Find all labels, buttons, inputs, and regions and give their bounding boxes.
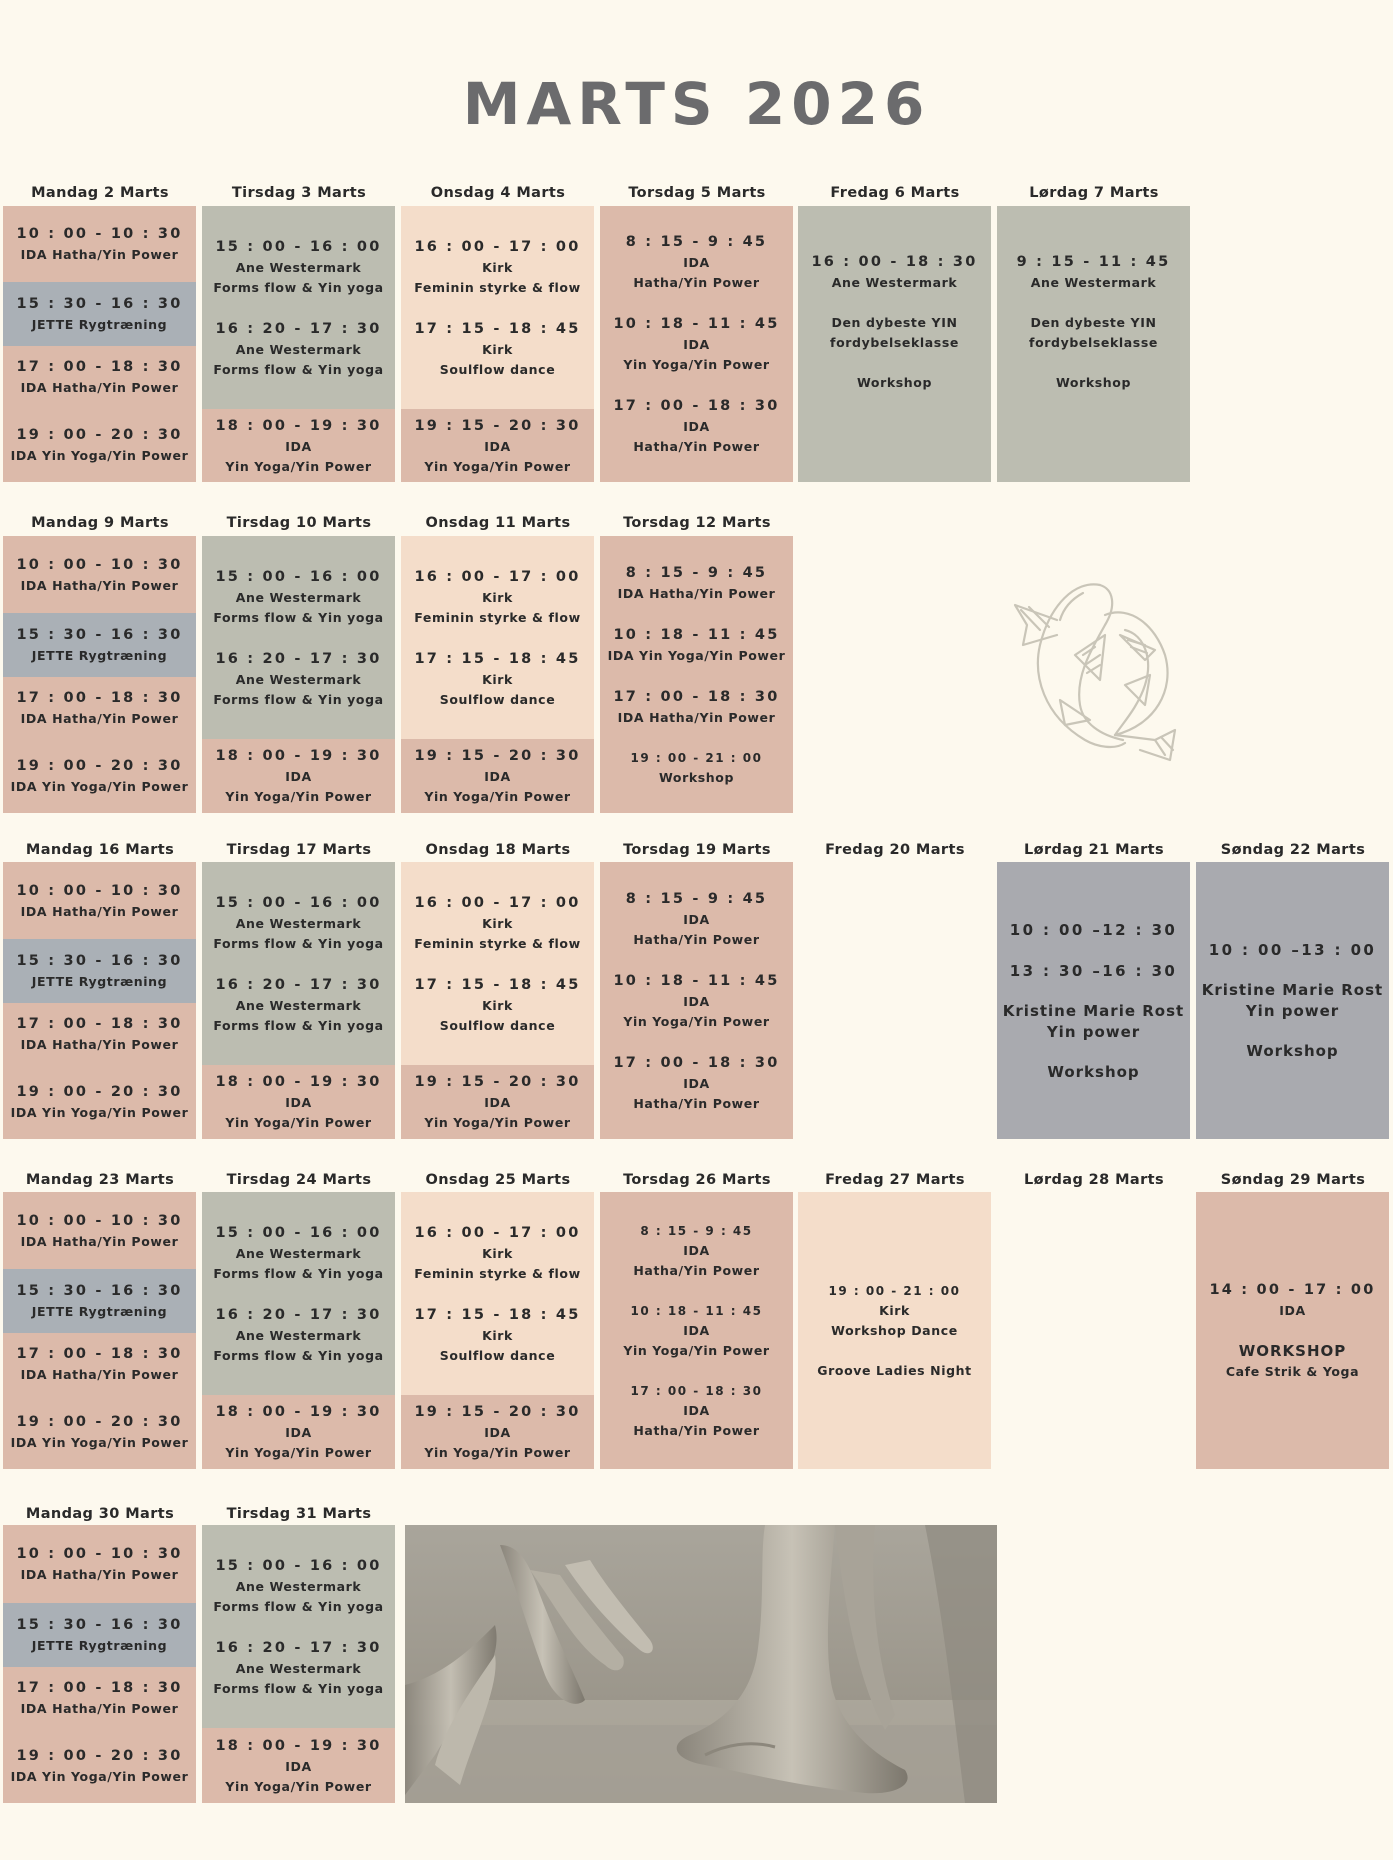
class-detail: IDA Hatha/Yin Power	[20, 711, 179, 726]
class-block[interactable]	[600, 1192, 793, 1469]
class-detail: Kirk	[879, 1302, 910, 1318]
day-header: Mandag 23 Marts	[25, 1172, 175, 1188]
day-header: Søndag 22 Marts	[1220, 842, 1366, 858]
class-detail: JETTE Rygtræning	[31, 1304, 168, 1319]
class-detail: IDA Hatha/Yin Power	[617, 709, 776, 725]
class-detail: JETTE Rygtræning	[31, 1638, 168, 1653]
class-time: 15 : 30 - 16 : 30	[16, 1617, 183, 1633]
class-block[interactable]	[401, 1395, 594, 1469]
class-detail: IDA	[683, 419, 710, 434]
class-block[interactable]	[600, 536, 793, 813]
class-detail: Hatha/Yin Power	[633, 275, 760, 290]
class-detail: IDA Hatha/Yin Power	[20, 1367, 179, 1382]
class-detail: Ane Westermark	[235, 589, 362, 605]
class-block[interactable]	[202, 409, 395, 482]
class-time: 15 : 30 - 16 : 30	[16, 627, 183, 643]
class-detail: IDA	[285, 1758, 312, 1774]
class-detail: Ane Westermark	[235, 341, 362, 357]
class-detail: Hatha/Yin Power	[633, 439, 760, 454]
class-time: 15 : 30 - 16 : 30	[16, 296, 183, 312]
class-detail: IDA	[683, 1075, 710, 1091]
class-block[interactable]	[3, 346, 196, 408]
class-detail: IDA	[683, 1322, 710, 1338]
class-detail: IDA	[683, 1242, 710, 1258]
class-block[interactable]	[401, 536, 594, 739]
class-detail: IDA Hatha/Yin Power	[20, 1233, 179, 1249]
class-detail: IDA Hatha/Yin Power	[20, 1701, 179, 1716]
class-time: 16 : 20 - 17 : 30	[215, 650, 382, 667]
class-detail: Yin Yoga/Yin Power	[225, 789, 372, 804]
class-block[interactable]	[401, 409, 594, 482]
class-block[interactable]	[600, 862, 793, 1139]
class-detail: Forms flow & Yin yoga	[213, 609, 384, 625]
class-detail: IDA	[484, 1095, 511, 1110]
class-detail: IDA	[683, 1402, 710, 1418]
class-detail: Kirk	[482, 915, 513, 931]
class-time: 10 : 00 - 10 : 30	[16, 882, 183, 899]
class-time: 10 : 00 - 10 : 30	[16, 556, 183, 573]
class-time: 16 : 00 - 17 : 00	[414, 238, 581, 255]
class-time: 16 : 20 - 17 : 30	[215, 1639, 382, 1656]
class-time: 17 : 00 - 18 : 30	[16, 690, 183, 706]
class-time: 19 : 00 - 21 : 00	[828, 1283, 961, 1298]
class-detail: Yin Yoga/Yin Power	[623, 1342, 770, 1358]
class-time: 10 : 18 - 11 : 45	[630, 1303, 763, 1318]
class-block[interactable]	[798, 206, 991, 482]
class-time: 10 : 18 - 11 : 45	[613, 626, 780, 643]
class-detail: Den dybeste YIN	[831, 315, 958, 330]
class-detail: Kirk	[482, 259, 513, 275]
class-time: 18 : 00 - 19 : 30	[215, 748, 382, 764]
class-time: 15 : 30 - 16 : 30	[16, 953, 183, 969]
day-header: Onsdag 18 Marts	[425, 842, 571, 858]
class-detail: Soulflow dance	[439, 361, 556, 377]
class-block[interactable]	[1196, 1192, 1389, 1469]
class-time: 18 : 00 - 19 : 30	[215, 1737, 382, 1754]
class-detail: Forms flow & Yin yoga	[213, 279, 384, 295]
day-header: Tirsdag 10 Marts	[226, 515, 372, 531]
class-detail: Kirk	[482, 997, 513, 1013]
class-time: 17 : 00 - 18 : 30	[16, 1346, 183, 1362]
class-detail: Workshop Dance	[831, 1322, 958, 1338]
class-title: Kristine Marie Rost	[1201, 981, 1384, 999]
class-detail: IDA	[683, 911, 710, 927]
class-block[interactable]	[202, 536, 395, 739]
class-detail: IDA	[285, 438, 312, 454]
class-detail: fordybelseklasse	[1029, 335, 1158, 350]
class-time: 10 : 18 - 11 : 45	[613, 972, 780, 989]
class-block[interactable]	[401, 206, 594, 409]
class-time: 19 : 00 - 20 : 30	[16, 1748, 183, 1764]
day-header: Lørdag 7 Marts	[1029, 185, 1159, 201]
day-header: Onsdag 25 Marts	[425, 1172, 571, 1188]
class-time: 19 : 00 - 20 : 30	[16, 1414, 183, 1430]
class-detail: Kirk	[482, 589, 513, 605]
class-detail: Hatha/Yin Power	[633, 931, 760, 947]
class-time: 16 : 00 - 17 : 00	[414, 1224, 581, 1241]
class-detail: Kirk	[482, 1245, 513, 1261]
class-block[interactable]	[202, 206, 395, 409]
day-header: Torsdag 26 Marts	[623, 1172, 771, 1188]
class-block[interactable]	[3, 862, 196, 939]
class-detail: Forms flow & Yin yoga	[213, 361, 384, 377]
class-detail: Hatha/Yin Power	[633, 1422, 760, 1438]
page-title: MARTS 2026	[462, 70, 931, 138]
day-header: Fredag 6 Marts	[830, 185, 960, 201]
class-detail: Ane Westermark	[235, 915, 362, 931]
class-time: 14 : 00 - 17 : 00	[1209, 1282, 1376, 1298]
class-detail: Yin Yoga/Yin Power	[424, 458, 571, 474]
class-detail: IDA	[683, 337, 710, 352]
class-block[interactable]	[3, 1603, 196, 1667]
day-header: Torsdag 19 Marts	[623, 842, 771, 858]
class-time: 16 : 00 - 18 : 30	[811, 254, 978, 270]
class-detail: Forms flow & Yin yoga	[213, 691, 384, 707]
class-time: 18 : 00 - 19 : 30	[215, 1404, 382, 1420]
class-time: 18 : 00 - 19 : 30	[215, 1074, 382, 1090]
class-time: 15 : 00 - 16 : 00	[215, 894, 382, 911]
class-detail: Yin Yoga/Yin Power	[424, 1115, 571, 1130]
class-detail: Ane Westermark	[235, 671, 362, 687]
class-title: Workshop	[1246, 1042, 1339, 1060]
class-time: 17 : 15 - 18 : 45	[414, 976, 581, 993]
class-detail: IDA	[683, 255, 710, 270]
class-time: 17 : 15 - 18 : 45	[414, 1306, 581, 1323]
class-block[interactable]	[202, 1525, 395, 1728]
class-time: 15 : 00 - 16 : 00	[215, 1557, 382, 1574]
class-detail: Soulflow dance	[439, 691, 556, 707]
class-block[interactable]	[3, 1729, 196, 1803]
class-title: Workshop	[1047, 1062, 1140, 1081]
class-detail: IDA	[285, 1095, 312, 1110]
class-detail: Workshop	[856, 375, 933, 390]
class-detail: Yin Yoga/Yin Power	[225, 1778, 372, 1794]
class-detail: Feminin styrke & flow	[414, 1265, 581, 1281]
class-time: 19 : 15 - 20 : 30	[414, 748, 581, 764]
class-block[interactable]	[3, 1395, 196, 1469]
class-time: 16 : 00 - 17 : 00	[414, 894, 581, 911]
class-time: 17 : 00 - 18 : 30	[16, 359, 183, 375]
class-block[interactable]	[3, 536, 196, 613]
day-header: Onsdag 4 Marts	[430, 185, 566, 201]
class-time: 10 : 00 - 10 : 30	[16, 1212, 183, 1229]
class-detail: Yin Yoga/Yin Power	[225, 1115, 372, 1130]
class-detail: Ane Westermark	[235, 997, 362, 1013]
class-block[interactable]	[202, 739, 395, 813]
class-time: 8 : 15 - 9 : 45	[640, 1223, 753, 1238]
class-block[interactable]	[600, 206, 793, 482]
class-time: 19 : 00 - 20 : 30	[16, 758, 183, 774]
class-detail: IDA	[484, 438, 511, 454]
class-title: WORKSHOP	[1238, 1342, 1347, 1360]
class-detail: IDA	[1279, 1303, 1306, 1318]
class-detail: Cafe Strik & Yoga	[1225, 1364, 1360, 1379]
day-header: Tirsdag 31 Marts	[226, 1506, 372, 1522]
yoga-feet-photo	[405, 1525, 997, 1803]
class-block[interactable]	[3, 677, 196, 739]
class-time: 19 : 15 - 20 : 30	[414, 417, 581, 434]
class-time: 16 : 20 - 17 : 30	[215, 1306, 382, 1323]
class-detail: IDA	[683, 993, 710, 1009]
class-block[interactable]	[1196, 862, 1389, 1139]
class-time: 19 : 15 - 20 : 30	[414, 1404, 581, 1420]
day-header: Søndag 29 Marts	[1220, 1172, 1366, 1188]
class-detail: Workshop	[1055, 375, 1132, 390]
day-header: Mandag 30 Marts	[25, 1506, 175, 1522]
class-detail: IDA Yin Yoga/Yin Power	[10, 1769, 189, 1784]
class-detail: IDA Hatha/Yin Power	[20, 903, 179, 919]
class-time: 17 : 15 - 18 : 45	[414, 650, 581, 667]
class-time: 15 : 00 - 16 : 00	[215, 1224, 382, 1241]
class-detail: JETTE Rygtræning	[31, 317, 168, 332]
class-time: 17 : 00 - 18 : 30	[613, 1054, 780, 1071]
day-header: Tirsdag 3 Marts	[231, 185, 367, 201]
class-detail: Yin Yoga/Yin Power	[225, 1445, 372, 1460]
day-header: Torsdag 12 Marts	[623, 515, 771, 531]
class-detail: Soulflow dance	[439, 1017, 556, 1033]
class-detail: Yin Yoga/Yin Power	[424, 1445, 571, 1460]
class-title: Kristine Marie Rost	[1002, 1001, 1185, 1020]
class-time: 8 : 15 - 9 : 45	[625, 890, 768, 907]
class-time: 19 : 00 - 21 : 00	[630, 750, 763, 765]
class-block[interactable]	[202, 1395, 395, 1469]
class-detail: Hatha/Yin Power	[633, 1262, 760, 1278]
class-time: 17 : 00 - 18 : 30	[630, 1383, 763, 1398]
class-detail: JETTE Rygtræning	[31, 974, 168, 989]
class-detail: IDA	[484, 769, 511, 784]
class-block[interactable]	[202, 862, 395, 1065]
class-time: 9 : 15 - 11 : 45	[1016, 254, 1171, 270]
class-detail: fordybelseklasse	[830, 335, 959, 350]
class-time: 8 : 15 - 9 : 45	[625, 234, 768, 250]
class-time: 16 : 20 - 17 : 30	[215, 976, 382, 993]
class-detail: IDA Yin Yoga/Yin Power	[10, 779, 189, 794]
day-header: Tirsdag 17 Marts	[226, 842, 372, 858]
class-time: 10 : 00 - 10 : 30	[16, 1546, 183, 1562]
class-time: 18 : 00 - 19 : 30	[215, 417, 382, 434]
class-detail: IDA Yin Yoga/Yin Power	[607, 647, 786, 663]
class-time: 19 : 00 - 20 : 30	[16, 1084, 183, 1100]
class-time: 10 : 00 –13 : 00	[1208, 941, 1377, 959]
class-detail: IDA Hatha/Yin Power	[617, 585, 776, 601]
class-time: 13 : 30 –16 : 30	[1009, 961, 1178, 980]
day-header: Mandag 2 Marts	[31, 185, 169, 201]
class-time: 10 : 00 - 10 : 30	[16, 226, 183, 242]
class-block[interactable]	[3, 1525, 196, 1603]
class-block[interactable]	[202, 1192, 395, 1395]
class-time: 17 : 00 - 18 : 30	[16, 1016, 183, 1032]
class-detail: Ane Westermark	[235, 1245, 362, 1261]
class-detail: IDA Hatha/Yin Power	[20, 1037, 179, 1052]
class-detail: IDA Hatha/Yin Power	[20, 247, 179, 262]
class-detail: Groove Ladies Night	[817, 1362, 972, 1378]
class-detail: Kirk	[482, 341, 513, 357]
day-header: Tirsdag 24 Marts	[226, 1172, 372, 1188]
class-detail: Yin Yoga/Yin Power	[424, 789, 571, 804]
class-detail: Forms flow & Yin yoga	[213, 1017, 384, 1033]
class-detail: Yin Yoga/Yin Power	[623, 357, 770, 372]
class-detail: Forms flow & Yin yoga	[213, 1265, 384, 1281]
class-time: 10 : 18 - 11 : 45	[613, 316, 780, 332]
class-block[interactable]	[3, 408, 196, 482]
class-time: 17 : 15 - 18 : 45	[414, 320, 581, 337]
day-header: Lørdag 21 Marts	[1023, 842, 1165, 858]
class-block[interactable]	[3, 1003, 196, 1065]
class-time: 19 : 15 - 20 : 30	[414, 1074, 581, 1090]
day-header: Fredag 20 Marts	[825, 842, 965, 858]
class-detail: Yin Yoga/Yin Power	[225, 458, 372, 474]
class-detail: Forms flow & Yin yoga	[213, 935, 384, 951]
class-block[interactable]	[997, 862, 1190, 1139]
class-block[interactable]	[202, 1065, 395, 1139]
class-detail: Forms flow & Yin yoga	[213, 1598, 384, 1614]
class-block[interactable]	[997, 206, 1190, 482]
class-block[interactable]	[3, 1667, 196, 1729]
class-detail: IDA Yin Yoga/Yin Power	[10, 1105, 189, 1120]
class-detail: Ane Westermark	[235, 259, 362, 275]
class-detail: Yin Yoga/Yin Power	[623, 1013, 770, 1029]
class-time: 15 : 30 - 16 : 30	[16, 1283, 183, 1299]
class-title: Yin power	[1245, 1002, 1340, 1020]
class-detail: Hatha/Yin Power	[633, 1095, 760, 1111]
class-detail: Workshop	[658, 769, 735, 785]
class-detail: IDA Hatha/Yin Power	[20, 380, 179, 395]
class-detail: IDA Hatha/Yin Power	[20, 577, 179, 593]
class-detail: IDA	[285, 769, 312, 784]
class-time: 16 : 20 - 17 : 30	[215, 320, 382, 337]
day-header: Onsdag 11 Marts	[425, 515, 571, 531]
class-detail: IDA Hatha/Yin Power	[20, 1567, 179, 1582]
class-detail: Kirk	[482, 1327, 513, 1343]
day-header: Fredag 27 Marts	[825, 1172, 965, 1188]
class-block[interactable]	[798, 1192, 991, 1469]
class-time: 10 : 00 –12 : 30	[1009, 920, 1178, 939]
class-block[interactable]	[3, 1269, 196, 1333]
class-detail: IDA Yin Yoga/Yin Power	[10, 1435, 189, 1450]
class-detail: IDA	[484, 1425, 511, 1440]
class-detail: Forms flow & Yin yoga	[213, 1680, 384, 1696]
class-detail: Den dybeste YIN	[1030, 315, 1157, 330]
class-block[interactable]	[3, 1065, 196, 1139]
class-time: 17 : 00 - 18 : 30	[613, 688, 780, 705]
day-header: Mandag 16 Marts	[25, 842, 175, 858]
koi-fish-logo-icon	[1005, 575, 1195, 775]
class-block[interactable]	[3, 282, 196, 346]
class-block[interactable]	[202, 1728, 395, 1803]
day-header: Torsdag 5 Marts	[628, 185, 766, 201]
class-time: 16 : 00 - 17 : 00	[414, 568, 581, 585]
class-detail: Ane Westermark	[1030, 275, 1157, 290]
class-block[interactable]	[401, 1192, 594, 1395]
class-time: 15 : 00 - 16 : 00	[215, 238, 382, 255]
class-title: Yin power	[1046, 1022, 1141, 1041]
class-time: 19 : 00 - 20 : 30	[16, 427, 183, 443]
class-detail: IDA Yin Yoga/Yin Power	[10, 448, 189, 463]
class-block[interactable]	[3, 206, 196, 282]
class-block[interactable]	[3, 739, 196, 813]
class-time: 17 : 00 - 18 : 30	[16, 1680, 183, 1696]
class-block[interactable]	[3, 613, 196, 677]
class-detail: IDA	[285, 1425, 312, 1440]
day-header: Mandag 9 Marts	[31, 515, 169, 531]
class-detail: JETTE Rygtræning	[31, 648, 168, 663]
class-block[interactable]	[401, 862, 594, 1065]
class-detail: Feminin styrke & flow	[414, 279, 581, 295]
day-header: Lørdag 28 Marts	[1023, 1172, 1165, 1188]
class-detail: Forms flow & Yin yoga	[213, 1347, 384, 1363]
class-detail: Ane Westermark	[235, 1578, 362, 1594]
class-block[interactable]	[3, 1192, 196, 1269]
class-block[interactable]	[3, 1333, 196, 1395]
class-block[interactable]	[401, 739, 594, 813]
class-detail: Ane Westermark	[831, 275, 958, 290]
class-time: 15 : 00 - 16 : 00	[215, 568, 382, 585]
class-block[interactable]	[3, 939, 196, 1003]
class-time: 8 : 15 - 9 : 45	[625, 564, 768, 581]
class-block[interactable]	[401, 1065, 594, 1139]
class-detail: Kirk	[482, 671, 513, 687]
class-detail: Ane Westermark	[235, 1660, 362, 1676]
class-detail: Ane Westermark	[235, 1327, 362, 1343]
class-detail: Feminin styrke & flow	[414, 609, 581, 625]
class-detail: Feminin styrke & flow	[414, 935, 581, 951]
class-time: 17 : 00 - 18 : 30	[613, 398, 780, 414]
class-detail: Soulflow dance	[439, 1347, 556, 1363]
